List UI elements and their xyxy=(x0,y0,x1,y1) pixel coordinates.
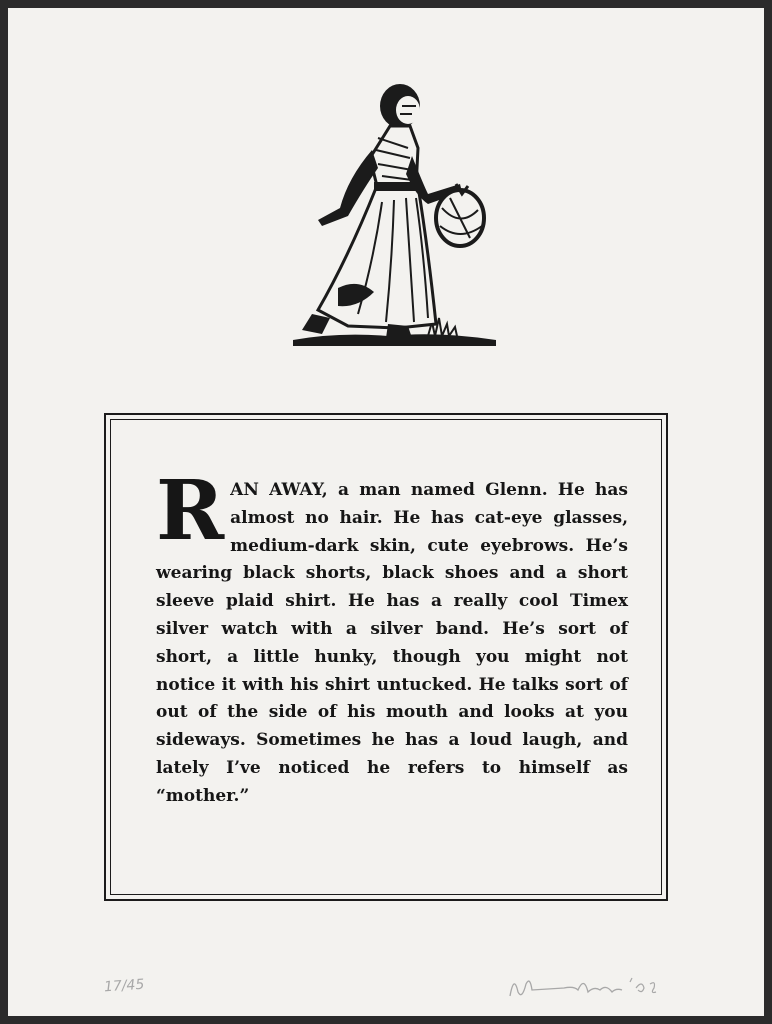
runaway-description xyxy=(156,463,628,811)
description-text: AN AWAY, a man named Glenn. He has almost no hair. He has cat-eye glasses, medium-dark skin, cute eyebrows. He’s wearing black shorts, black shoes and a short sleeve plaid shirt. He has a really cool Timex silver watch with a silver band. He’s sort of short, a little hunky, though you might not notice it with his shirt untucked. He talks sort of out of the side of his mouth and looks at you sideways. Sometimes he has a loud laugh, and lately I’ve noticed he refers to himself as “mother.” xyxy=(156,480,628,806)
artist-signature xyxy=(504,966,664,1006)
edition-number: 17/45 xyxy=(103,976,145,996)
text-frame xyxy=(104,413,668,901)
runaway-woodcut-figure-icon xyxy=(278,78,498,358)
print-sheet xyxy=(8,8,764,1016)
drop-cap: R xyxy=(156,463,223,559)
signature-drawing xyxy=(510,978,656,996)
